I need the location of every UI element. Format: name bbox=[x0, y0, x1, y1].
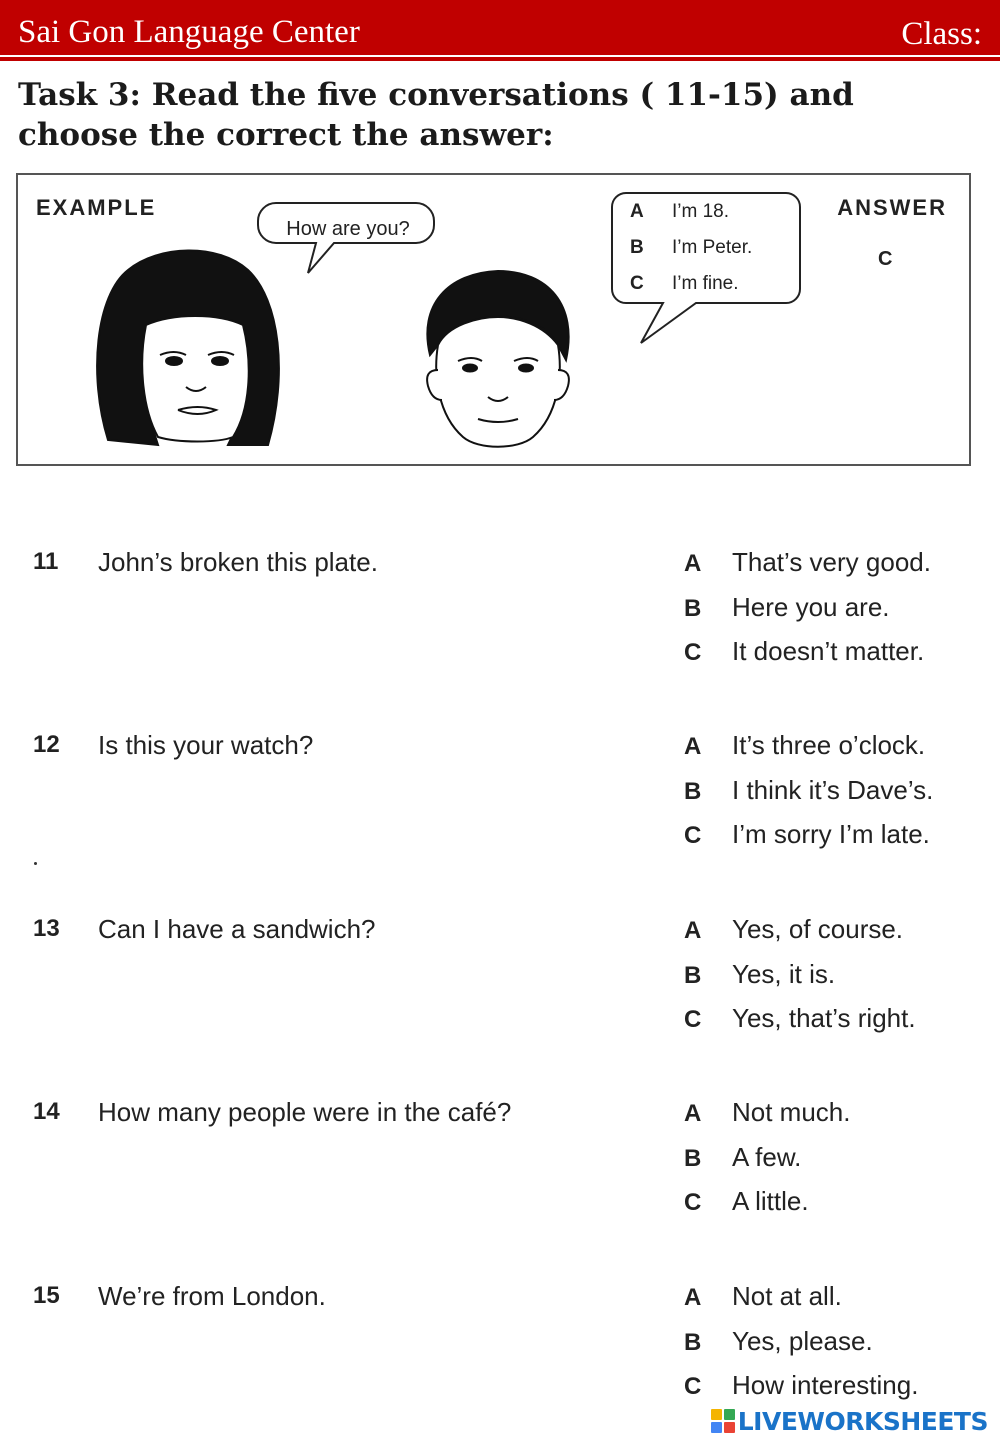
option-letter: A bbox=[630, 201, 644, 222]
task-title: Task 3: Read the five conversations ( 11-15) and choose the correct the answer: bbox=[18, 77, 854, 153]
question-number: 12 bbox=[33, 731, 60, 758]
option-letter: A bbox=[684, 917, 702, 944]
answer-option-c[interactable] bbox=[684, 636, 984, 681]
option-letter: C bbox=[630, 273, 644, 294]
option-text: Yes, it is. bbox=[732, 958, 836, 989]
question-number: 15 bbox=[33, 1282, 60, 1309]
option-text: I think it’s Dave’s. bbox=[732, 774, 934, 805]
liveworksheets-logo-icon bbox=[710, 1408, 736, 1434]
answer-option-b[interactable] bbox=[684, 959, 984, 1004]
answer-option-a[interactable] bbox=[684, 547, 984, 592]
answer-option-b[interactable] bbox=[684, 592, 984, 637]
answer-option-b[interactable] bbox=[684, 775, 984, 820]
option-text: A few. bbox=[732, 1141, 802, 1172]
option-letter: C bbox=[684, 1189, 702, 1216]
option-text: I’m fine. bbox=[672, 273, 739, 294]
answer-value: C bbox=[878, 248, 893, 270]
class-label: Class: bbox=[901, 16, 982, 52]
option-letter: B bbox=[684, 1144, 702, 1172]
answer-option-a[interactable] bbox=[684, 1281, 984, 1326]
question-number: 13 bbox=[33, 915, 60, 942]
option-text: Not much. bbox=[732, 1097, 851, 1127]
answer-options bbox=[684, 730, 984, 864]
center-name: Sai Gon Language Center bbox=[18, 14, 360, 50]
option-letter: B bbox=[684, 777, 702, 805]
option-letter: C bbox=[684, 639, 702, 666]
answer-option-a[interactable] bbox=[684, 914, 984, 959]
answer-option-c[interactable] bbox=[684, 819, 984, 864]
option-text: Here you are. bbox=[732, 591, 890, 622]
option-text: It’s three o’clock. bbox=[732, 730, 926, 760]
question-14 bbox=[0, 1097, 1000, 1247]
answer-options bbox=[684, 547, 984, 681]
answer-option-b[interactable] bbox=[684, 1326, 984, 1371]
question-13 bbox=[0, 914, 1000, 1064]
answer-option-a[interactable] bbox=[684, 1097, 984, 1142]
option-text: I’m 18. bbox=[672, 201, 730, 222]
answer-option-b[interactable] bbox=[684, 1142, 984, 1187]
watermark-text: LIVEWORKSHEETS bbox=[737, 1406, 988, 1436]
liveworksheets-watermark bbox=[710, 1406, 988, 1436]
option-text: A little. bbox=[732, 1186, 809, 1216]
question-text: We’re from London. bbox=[98, 1281, 326, 1311]
example-option-b bbox=[630, 236, 752, 260]
question-11 bbox=[0, 547, 1000, 697]
question-number: 11 bbox=[33, 548, 59, 575]
answer-options bbox=[684, 914, 984, 1048]
option-text: Not at all. bbox=[732, 1281, 842, 1311]
option-letter: B bbox=[630, 237, 644, 258]
example-option-c bbox=[630, 272, 739, 296]
option-text: Yes, that’s right. bbox=[732, 1003, 916, 1033]
option-text: Yes, please. bbox=[732, 1325, 873, 1356]
question-text: Can I have a sandwich? bbox=[98, 914, 376, 944]
option-letter: C bbox=[684, 1006, 702, 1033]
question-text: Is this your watch? bbox=[98, 730, 314, 760]
option-text: Yes, of course. bbox=[732, 914, 904, 944]
example-illustration bbox=[18, 175, 969, 464]
example-question: How are you? bbox=[286, 218, 410, 240]
option-letter: A bbox=[684, 1284, 702, 1311]
option-text: I’m sorry I’m late. bbox=[732, 819, 930, 849]
example-box bbox=[16, 173, 971, 466]
option-letter: C bbox=[684, 1373, 702, 1400]
question-number: 14 bbox=[33, 1098, 60, 1125]
stray-mark bbox=[34, 862, 37, 865]
option-letter: B bbox=[684, 594, 702, 622]
option-letter: B bbox=[684, 961, 702, 989]
answer-option-c[interactable] bbox=[684, 1186, 984, 1231]
question-12 bbox=[0, 730, 1000, 880]
example-label: EXAMPLE bbox=[36, 195, 157, 220]
option-text: That’s very good. bbox=[732, 547, 931, 577]
header-divider bbox=[0, 57, 1000, 61]
question-text: How many people were in the café? bbox=[98, 1097, 512, 1127]
option-text: How interesting. bbox=[732, 1370, 919, 1400]
option-letter: B bbox=[684, 1328, 702, 1356]
answer-options bbox=[684, 1097, 984, 1231]
option-letter: A bbox=[684, 550, 702, 577]
option-letter: A bbox=[684, 733, 702, 760]
option-letter: C bbox=[684, 822, 702, 849]
question-text: John’s broken this plate. bbox=[98, 547, 378, 577]
answer-options bbox=[684, 1281, 984, 1415]
girl-face bbox=[97, 250, 279, 445]
answer-option-a[interactable] bbox=[684, 730, 984, 775]
answer-option-c[interactable] bbox=[684, 1003, 984, 1048]
example-option-a bbox=[630, 200, 729, 224]
boy-face bbox=[427, 271, 569, 447]
option-letter: A bbox=[684, 1100, 702, 1127]
option-text: It doesn’t matter. bbox=[732, 636, 925, 666]
answer-label: ANSWER bbox=[837, 195, 947, 220]
option-text: I’m Peter. bbox=[672, 237, 753, 258]
